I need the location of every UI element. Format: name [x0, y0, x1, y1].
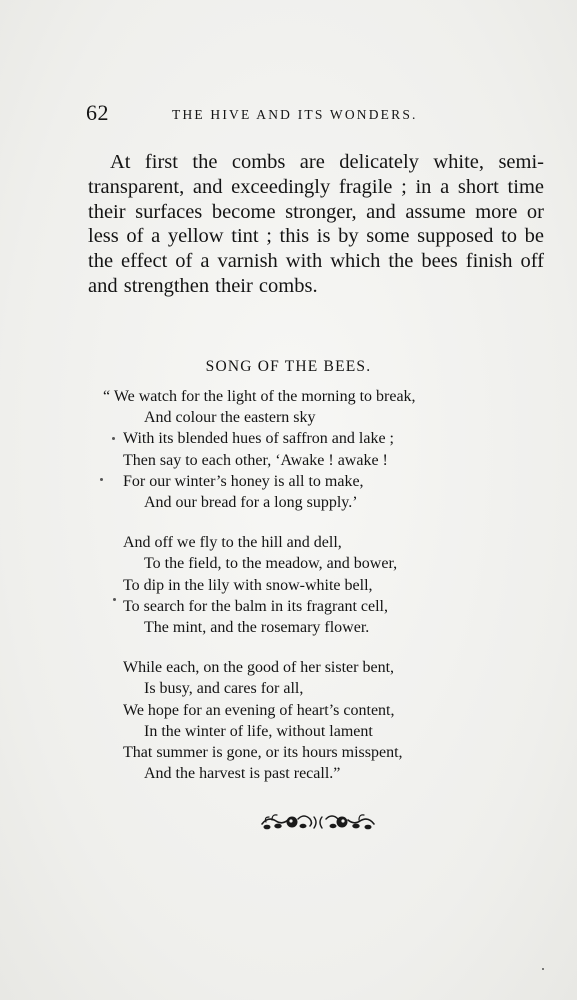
print-speck	[100, 478, 103, 481]
floral-tailpiece-icon	[258, 808, 378, 836]
poem-line: And off we fly to the hill and dell,	[123, 534, 342, 552]
poem-stanza-2	[104, 532, 544, 638]
poem-line: To search for the balm in its fragrant cell,	[123, 597, 388, 615]
poem-line: Is busy, and cares for all,	[144, 680, 304, 698]
poem-line: To the field, to the meadow, and bower,	[144, 555, 398, 573]
poem-line: In the winter of life, without lament	[144, 722, 373, 740]
poem-line: And colour the eastern sky	[144, 409, 316, 427]
poem-line: Then say to each other, ‘Awake ! awake !	[123, 451, 388, 469]
running-head: THE HIVE AND ITS WONDERS.	[172, 107, 418, 122]
poem-line: For our winter’s honey is all to make,	[123, 472, 364, 490]
page-header	[86, 100, 466, 130]
print-speck	[542, 968, 544, 970]
poem-title: SONG OF THE BEES.	[205, 358, 372, 375]
page-number: 62	[86, 100, 109, 125]
print-speck	[112, 437, 115, 440]
poem	[104, 386, 544, 803]
poem-line: While each, on the good of her sister bent,	[123, 659, 395, 677]
poem-line: The mint, and the rosemary flower.	[144, 619, 370, 637]
poem-line: And the harvest is past recall.”	[144, 765, 341, 783]
poem-line: We hope for an evening of heart’s content,	[123, 701, 395, 719]
poem-stanza-3	[104, 657, 544, 784]
print-speck	[113, 598, 116, 601]
poem-line: And our bread for a long supply.’	[144, 494, 358, 512]
poem-line: With its blended hues of saffron and lake ;	[123, 430, 394, 448]
body-paragraph: At first the combs are delicately white, semi-transparent, and exceedingly fragile ; in a short time their surfaces become stronger, and assume more or less of a yellow tint ; this is by some supposed to be the effect of a varnish with which the bees finish off and strengthen their combs.	[88, 151, 544, 297]
poem-line: To dip in the lily with snow-white bell,	[123, 576, 373, 594]
poem-line: That summer is gone, or its hours misspent,	[123, 744, 403, 762]
poem-line: “ We watch for the light of the morning to break,	[103, 388, 416, 405]
poem-stanza-1	[104, 386, 544, 513]
